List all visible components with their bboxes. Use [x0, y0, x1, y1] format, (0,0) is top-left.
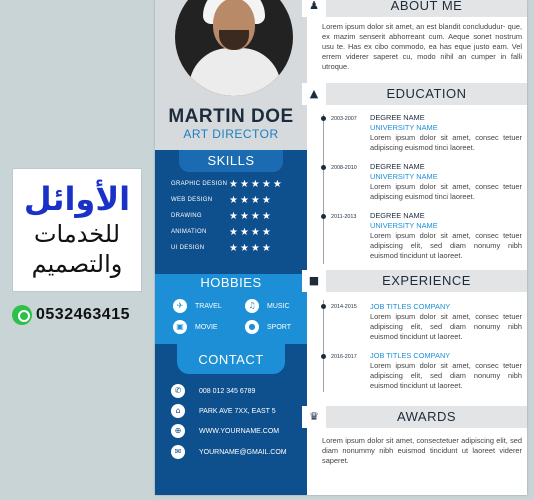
about-text: Lorem ipsum dolor sit amet, an est blandit conclududur- que, ex mazim senserit abhorreant cum. Aeque sonet nostrum usu te. Has ex cibo commodo, ea has eque justo eam. Vel errem viderer saperet cu, modo nihil an cumper in falli utroque. — [322, 22, 522, 71]
music-note-icon: ♫ — [245, 299, 259, 313]
experience-title: EXPERIENCE — [382, 273, 471, 288]
resume-page — [155, 0, 527, 495]
skills-title: SKILLS — [179, 150, 283, 172]
contact-email[interactable] — [171, 444, 305, 460]
skill-stars: ★★★★ — [229, 242, 273, 254]
skill-stars: ★★★★ — [229, 210, 273, 222]
contact-value: YOURNAME@GMAIL.COM — [199, 448, 287, 456]
awards-section-header — [302, 406, 527, 428]
about-section-header — [302, 0, 527, 17]
job-title: JOB TITLES COMPANY — [370, 302, 451, 311]
job-title: JOB TITLES COMPANY — [370, 351, 451, 360]
experience-date: 2016-2017 — [331, 354, 357, 360]
trophy-icon: ♛ — [302, 406, 326, 428]
education-timeline — [323, 114, 324, 264]
advert-title: الأوائل — [23, 180, 131, 218]
contact-title: CONTACT — [198, 352, 264, 367]
contact-website[interactable] — [171, 423, 305, 439]
education-date: 2003-2007 — [331, 116, 357, 122]
phone-number: 0532463415 — [36, 306, 130, 323]
contact-panel — [155, 344, 307, 495]
skill-row — [171, 177, 301, 191]
resume-left-column — [155, 0, 307, 495]
profile-role: ART DIRECTOR — [183, 127, 279, 141]
envelope-icon: ✉ — [171, 445, 185, 459]
university-name: UNIVERSITY NAME — [370, 172, 438, 181]
hobby-item — [245, 299, 290, 313]
education-date: 2008-2010 — [331, 165, 357, 171]
experience-entry — [370, 351, 522, 391]
graduation-cap-icon: ▲ — [302, 83, 326, 105]
education-entry — [370, 113, 522, 153]
skill-label: WEB DESIGN — [171, 197, 213, 203]
entry-description: Lorem ipsum dolor sit amet, consec tetuer adipiscing elit, sed diam nonumy nibh euismod tincidunt ut laoreet. — [370, 312, 522, 341]
film-icon: ▣ — [173, 320, 187, 334]
degree-name: DEGREE NAME — [370, 162, 425, 171]
hobby-label: MOVIE — [195, 323, 218, 331]
skill-row — [171, 241, 301, 255]
hobby-item — [173, 299, 222, 313]
whatsapp-icon — [12, 305, 32, 325]
globe-icon: ⊕ — [171, 424, 185, 438]
skill-row — [171, 193, 301, 207]
hobby-item — [245, 320, 291, 334]
advert-subtitle-2: والتصميم — [31, 250, 123, 278]
entry-description: Lorem ipsum dolor sit amet, consec tetuer adipiscing euismod tinci laoreet. — [370, 182, 522, 201]
home-icon: ⌂ — [171, 404, 185, 418]
contact-phone[interactable] — [171, 383, 305, 399]
skill-stars: ★★★★ — [229, 194, 273, 206]
experience-timeline — [323, 300, 324, 392]
experience-date: 2014-2015 — [331, 304, 357, 310]
awards-text: Lorem ipsum dolor sit amet, consectetuer adipiscing elit, sed diam nonummy nibh euismod tincidunt ut laoreet viderer saperet. — [322, 436, 522, 465]
entry-description: Lorem ipsum dolor sit amet, consec tetuer adipiscing elit, sed diam nonumy nibh euismod tincidunt ut laoreet. — [370, 361, 522, 390]
advert-logo-box — [12, 168, 142, 292]
hobby-label: MUSIC — [267, 302, 290, 310]
person-icon: ♟ — [302, 0, 326, 17]
experience-entry — [370, 302, 522, 342]
contact-value: PARK AVE 7XX, EAST 5 — [199, 407, 276, 415]
degree-name: DEGREE NAME — [370, 211, 425, 220]
advert-subtitle-1: للخدمات — [33, 220, 121, 248]
profile-photo — [175, 0, 293, 96]
education-date: 2011-2013 — [331, 214, 357, 220]
education-entry — [370, 162, 522, 202]
education-section-header — [302, 83, 527, 105]
experience-section-header — [302, 270, 527, 292]
hobbies-title: HOBBIES — [200, 275, 262, 290]
entry-description: Lorem ipsum dolor sit amet, consec tetuer adipiscing elit, sed diam nonumy nibh euismod tincidunt ut laoreet. — [370, 231, 522, 260]
soccer-ball-icon: ● — [245, 320, 259, 334]
skill-label: ANIMATION — [171, 229, 207, 235]
contact-address — [171, 403, 305, 419]
contact-value: 008 012 345 6789 — [199, 387, 256, 395]
skill-label: GRAPHIC DESIGN — [171, 181, 228, 187]
university-name: UNIVERSITY NAME — [370, 221, 438, 230]
about-title: ABOUT ME — [390, 0, 463, 13]
education-entry — [370, 211, 522, 261]
education-title: EDUCATION — [386, 86, 467, 101]
hobby-label: TRAVEL — [195, 302, 222, 310]
skill-stars: ★★★★★ — [229, 178, 284, 190]
phone-icon: ✆ — [171, 384, 185, 398]
skill-row — [171, 209, 301, 223]
skill-label: UI DESIGN — [171, 245, 205, 251]
skills-panel — [155, 150, 307, 274]
degree-name: DEGREE NAME — [370, 113, 425, 122]
hobby-item — [173, 320, 218, 334]
profile-name: MARTIN DOE — [168, 106, 294, 127]
airplane-icon: ✈ — [173, 299, 187, 313]
skill-label: DRAWING — [171, 213, 202, 219]
advert-phone[interactable] — [12, 302, 140, 328]
skill-row — [171, 225, 301, 239]
briefcase-icon: ■ — [302, 270, 326, 292]
entry-description: Lorem ipsum dolor sit amet, consec tetuer adipiscing euismod tinci laoreet. — [370, 133, 522, 152]
hobbies-panel — [155, 274, 307, 344]
university-name: UNIVERSITY NAME — [370, 123, 438, 132]
awards-title: AWARDS — [396, 409, 457, 424]
hobby-label: SPORT — [267, 323, 291, 331]
skill-stars: ★★★★ — [229, 226, 273, 238]
contact-value: WWW.YOURNAME.COM — [199, 427, 280, 435]
